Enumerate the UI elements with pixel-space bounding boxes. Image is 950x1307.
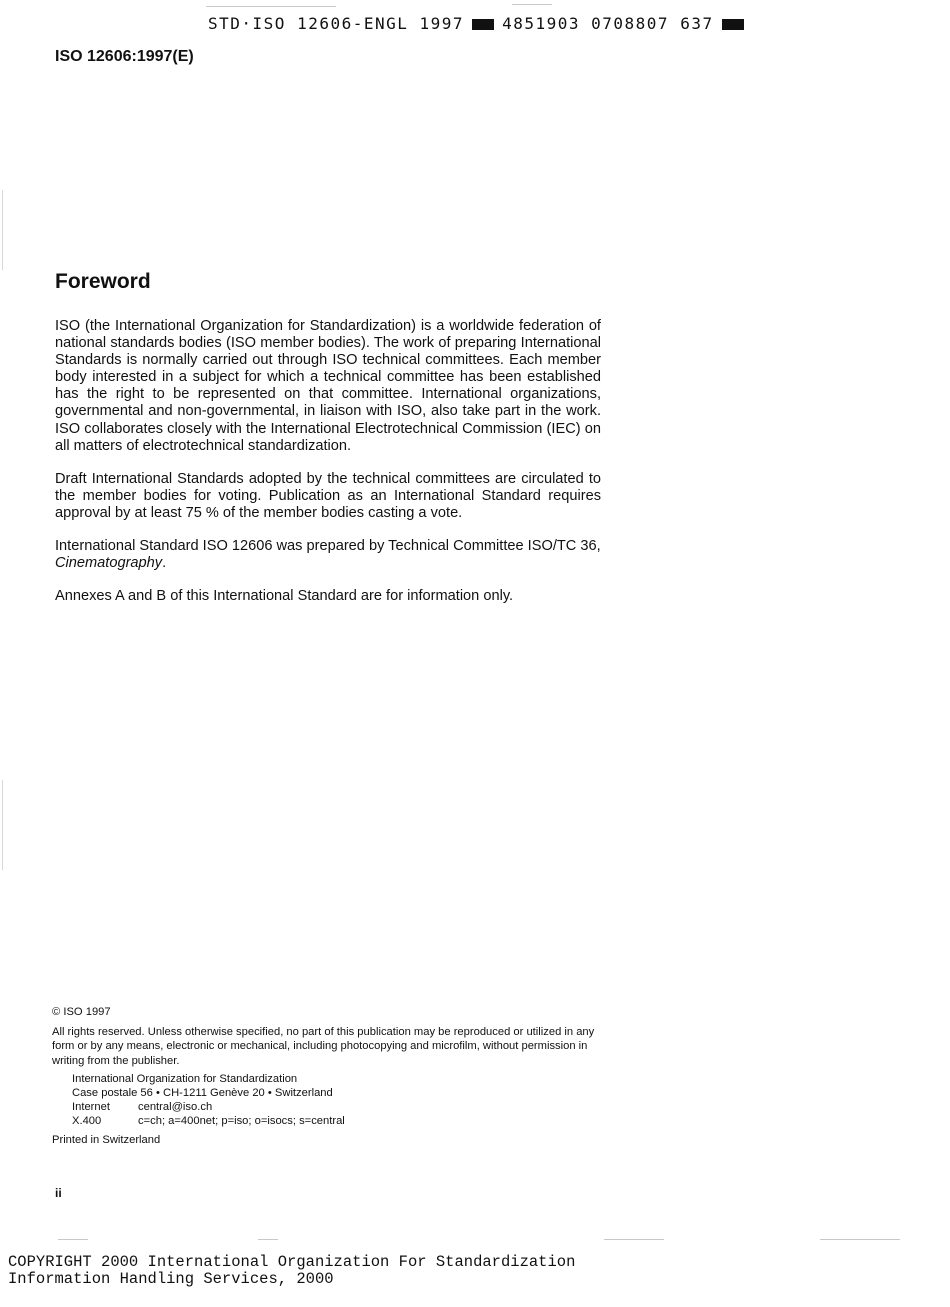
x400-row: [72, 1114, 600, 1128]
copyright-block: [52, 1005, 600, 1147]
foreword-paragraph-1: ISO (the International Organization for Standardization) is a worldwide federation of national standards bodies (ISO member bodies). The work of preparing International Standards is normally carried out through ISO technical committees. Each member body interested in a subject for which a technical committee has been established has the right to be represented on that committee. International organizations, governmental and non-governmental, in liaison with ISO, also take part in the work. ISO collaborates closely with the International Electrotechnical Commission (IEC) on all matters of electrotechnical standardization.: [55, 318, 601, 454]
copyright-footer: [8, 1254, 575, 1288]
page-title: Foreword: [55, 270, 151, 293]
header-stamp-id: STD·ISO 12606-ENGL 1997: [208, 14, 465, 33]
publisher-name: International Organization for Standardization: [72, 1072, 298, 1085]
printed-in: Printed in Switzerland: [52, 1133, 161, 1146]
publisher-address: [72, 1072, 600, 1129]
scan-artifact-left-margin-lower: [2, 780, 3, 870]
scan-artifact-bottom: [58, 1239, 88, 1240]
header-stamp: [208, 14, 744, 33]
rights-notice: All rights reserved. Unless otherwise specified, no part of this publication may be reproduced or utilized in any form or by any means, electronic or mechanical, including photocopying and microfilm, without permission in writing from the publisher.: [52, 1026, 595, 1067]
paragraph-3-end: .: [162, 555, 167, 572]
scan-artifact-top-right: [512, 4, 552, 5]
footer-line-2: Information Handling Services, 2000: [8, 1270, 334, 1288]
page-number: ii: [55, 1186, 62, 1200]
scan-artifact-bottom-right: [604, 1239, 664, 1240]
paragraph-3-text: International Standard ISO 12606 was prepared by Technical Committee ISO/TC 36,: [55, 538, 601, 555]
internet-label: Internet: [72, 1101, 110, 1114]
foreword-body: [55, 318, 601, 621]
header-stamp-code: 4851903 0708807 637: [502, 14, 714, 33]
stamp-bar-mark-end: [722, 19, 744, 30]
footer-line-1: COPYRIGHT 2000 International Organization For Standardization: [8, 1253, 576, 1271]
internet-value: central@iso.ch: [138, 1101, 213, 1114]
scan-artifact-top: [206, 6, 336, 7]
scan-artifact-left-margin: [2, 190, 3, 270]
foreword-paragraph-3: [55, 538, 601, 572]
postal-address: Case postale 56 • CH-1211 Genève 20 • Switzerland: [72, 1087, 333, 1100]
internet-row: [72, 1100, 600, 1114]
foreword-paragraph-2: Draft International Standards adopted by the technical committees are circulated to the member bodies for voting. Publication as an International Standard requires approval by at least 75 % of the member bodies casting a vote.: [55, 470, 601, 521]
scan-artifact-bottom-mid: [258, 1239, 278, 1240]
foreword-paragraph-4: Annexes A and B of this International Standard are for information only.: [55, 588, 514, 605]
x400-label: X.400: [72, 1115, 102, 1128]
scan-artifact-bottom-far-right: [820, 1239, 900, 1240]
x400-value: c=ch; a=400net; p=iso; o=isocs; s=central: [138, 1115, 345, 1128]
stamp-bar-mark: [472, 19, 494, 30]
committee-name: Cinematography: [55, 555, 163, 572]
document-id: ISO 12606:1997(E): [55, 48, 194, 65]
copyright-line: © ISO 1997: [52, 1006, 111, 1018]
